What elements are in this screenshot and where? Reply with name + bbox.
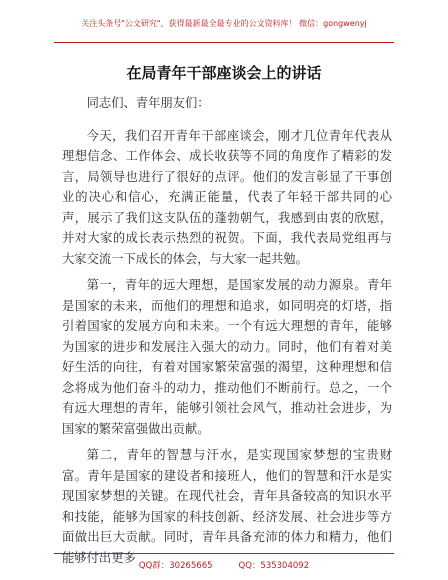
footer <box>0 559 448 571</box>
footer-qq: QQ：535304092 <box>238 561 310 571</box>
header-banner: 关注头条号"公文研究"，获得最新最全最专业的公文资料库！ 微信：gongwenyj <box>81 19 367 28</box>
document-body <box>62 93 392 574</box>
paragraph-first-point: 第一，青年的远大理想，是国家发展的动力源泉。青年是国家的未来，而他们的理想和追求，如同明亮的灯塔，指引着国家的发展方向和未来。一个有远大理想的青年，能够为国家的进步和发展注入强大的动力。同时，他们有着对美好生活的向往，有着对国家繁荣富强的渴望，这种理想和信念将成为他们奋斗的动力，推动他们不断前行。总之，一个有远大理想的青年，能够引领社会风气，推动社会进步，为国家的繁荣富强做出贡献。 <box>62 278 392 436</box>
document-title: 在局青年干部座谈会上的讲话 <box>126 64 322 82</box>
header-divider <box>54 42 394 43</box>
greeting: 同志们、青年朋友们： <box>86 96 210 110</box>
paragraph-intro: 今天，我们召开青年干部座谈会，刚才几位青年代表从理想信念、工作体会、成长收获等不同的角度作了精彩的发言，局领导也进行了很好的点评。他们的发言彰显了干事创业的决心和信心，充满正能量，代表了年轻干部共同的心声，展示了我们这支队伍的蓬勃朝气，我感到由衷的欣慰，并对大家的成长表示热烈的祝贺。下面，我代表局党组再与大家交流一下成长的体会，与大家一起共勉。 <box>62 128 392 266</box>
paragraph-second-point: 第二，青年的智慧与汗水，是实现国家梦想的宝贵财富。青年是国家的建设者和接班人，他们的智慧和汗水是实现国家梦想的关键。在现代社会，青年具备较高的知识水平和技能，能够为国家的科技创新、经济发展、社会进步等方面做出巨大贡献。同时，青年具备充沛的体力和精力，他们能够付出更多 <box>62 448 392 565</box>
footer-qq-group: QQ群：30265665 <box>138 561 213 571</box>
footer-divider <box>54 553 394 554</box>
